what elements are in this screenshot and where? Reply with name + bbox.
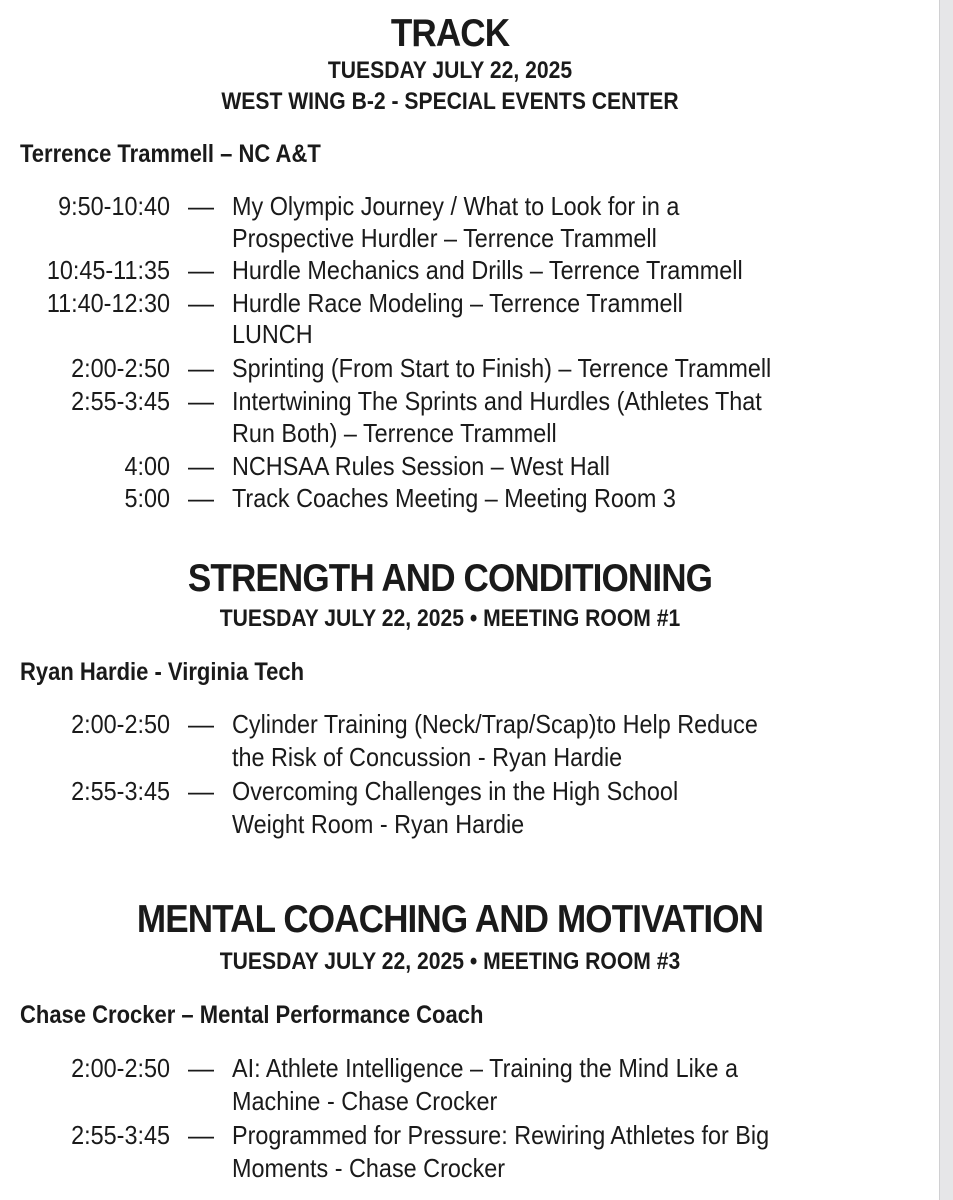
session-description: Prospective Hurdler – Terrence Trammell: [232, 223, 657, 253]
session-description: Weight Room - Ryan Hardie: [232, 809, 525, 839]
schedule-row: [0, 1119, 940, 1151]
schedule-row: [0, 1052, 940, 1084]
separator-dash: —: [188, 483, 214, 513]
schedule-row: [0, 254, 940, 286]
session-description: Run Both) – Terrence Trammell: [232, 418, 557, 448]
separator-dash: —: [188, 776, 214, 806]
schedule-row: [0, 1085, 940, 1117]
separator-dash: —: [188, 191, 214, 221]
section-location: WEST WING B-2 - SPECIAL EVENTS CENTER: [221, 88, 679, 115]
page-edge-divider: [939, 0, 953, 1200]
separator-dash: —: [188, 1053, 214, 1083]
section-title: TRACK: [390, 12, 510, 55]
schedule-row: [0, 352, 940, 384]
section-date: TUESDAY JULY 22, 2025: [327, 57, 573, 84]
session-description: Moments - Chase Crocker: [232, 1153, 506, 1183]
schedule-row: [0, 808, 940, 840]
session-description: Programmed for Pressure: Rewiring Athletes for Big: [232, 1120, 770, 1150]
session-description: Intertwining The Sprints and Hurdles (Athletes That: [232, 386, 762, 416]
schedule-row: [0, 775, 940, 807]
section-title: STRENGTH AND CONDITIONING: [187, 557, 713, 600]
session-description: Hurdle Mechanics and Drills – Terrence Trammell: [232, 255, 743, 285]
session-description: the Risk of Concussion - Ryan Hardie: [232, 742, 623, 772]
schedule-row: [0, 450, 940, 482]
schedule-row: [0, 482, 940, 514]
session-time: 9:50-10:40: [58, 191, 170, 221]
speaker-name: Terrence Trammell – NC A&T: [20, 140, 321, 168]
session-description: My Olympic Journey / What to Look for in a: [232, 191, 680, 221]
schedule-row: [0, 318, 940, 350]
session-description: LUNCH: [232, 319, 313, 349]
separator-dash: —: [188, 451, 214, 481]
section-date-location: TUESDAY JULY 22, 2025 • MEETING ROOM #1: [219, 605, 681, 632]
session-description: Machine - Chase Crocker: [232, 1086, 498, 1116]
session-time: 2:55-3:45: [71, 386, 170, 416]
schedule-row: [0, 222, 940, 254]
session-time: 2:00-2:50: [71, 353, 170, 383]
separator-dash: —: [188, 709, 214, 739]
separator-dash: —: [188, 386, 214, 416]
separator-dash: —: [188, 1120, 214, 1150]
schedule-row: [0, 190, 940, 222]
schedule-row: [0, 385, 940, 417]
session-description: Overcoming Challenges in the High School: [232, 776, 679, 806]
session-time: 2:00-2:50: [71, 1053, 170, 1083]
speaker-name: Chase Crocker – Mental Performance Coach: [20, 1001, 484, 1029]
section-date-location: TUESDAY JULY 22, 2025 • MEETING ROOM #3: [219, 948, 681, 975]
session-time: 4:00: [124, 451, 170, 481]
session-description: NCHSAA Rules Session – West Hall: [232, 451, 611, 481]
session-time: 2:55-3:45: [71, 776, 170, 806]
session-description: Track Coaches Meeting – Meeting Room 3: [232, 483, 676, 513]
session-description: AI: Athlete Intelligence – Training the Mind Like a: [232, 1053, 739, 1083]
session-time: 5:00: [124, 483, 170, 513]
session-time: 2:55-3:45: [71, 1120, 170, 1150]
section-title: MENTAL COACHING AND MOTIVATION: [136, 898, 764, 941]
session-time: 2:00-2:50: [71, 709, 170, 739]
separator-dash: —: [188, 288, 214, 318]
speaker-name: Ryan Hardie - Virginia Tech: [20, 658, 305, 686]
schedule-row: [0, 287, 940, 319]
separator-dash: —: [188, 353, 214, 383]
session-description: Hurdle Race Modeling – Terrence Trammell: [232, 288, 683, 318]
session-description: Cylinder Training (Neck/Trap/Scap)to Help Reduce: [232, 709, 758, 739]
session-time: 10:45-11:35: [46, 255, 170, 285]
schedule-row: [0, 417, 940, 449]
session-description: Sprinting (From Start to Finish) – Terrence Trammell: [232, 353, 772, 383]
schedule-row: [0, 1152, 940, 1184]
separator-dash: —: [188, 255, 214, 285]
session-time: 11:40-12:30: [46, 288, 170, 318]
schedule-row: [0, 741, 940, 773]
schedule-row: [0, 708, 940, 740]
